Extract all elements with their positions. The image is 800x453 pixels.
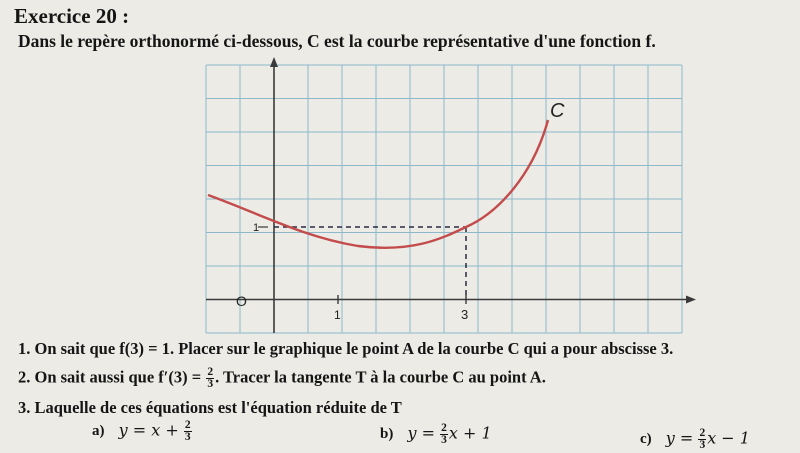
dashed-guides <box>274 227 466 300</box>
curve-label: C <box>550 100 565 122</box>
function-graph <box>198 55 704 335</box>
option-a-fraction: $\frac{2}{3}$ <box>184 419 191 443</box>
exercise-title: Exercice 20 : <box>14 4 130 28</box>
option-b: b) y = $\frac{2}{3}$ x + 1 <box>380 422 492 446</box>
question-3: 3. Laquelle de ces équations est l'équation réduite de T <box>18 398 402 417</box>
question-1: 1. On sait que f(3) = 1. Placer sur le graphique le point A de la courbe C qui a pour abscisse 3. <box>18 339 674 358</box>
question-2 <box>18 367 546 390</box>
option-c-fraction: $\frac{2}{3}$ <box>699 427 706 451</box>
x-axis <box>206 296 696 304</box>
x-tick-label-3: 3 <box>461 307 469 322</box>
grid <box>206 65 682 333</box>
exercise-intro: Dans le repère orthonormé ci-dessous, C est la courbe représentative d'une fonction f. <box>18 31 656 51</box>
option-c: c) y = $\frac{2}{3}$ x − 1 <box>640 427 750 451</box>
question-2-fraction: $\frac{2}{3}$ <box>207 366 214 390</box>
option-a: a) y = x + $\frac{2}{3}$ <box>92 419 191 443</box>
y-tick-label-1: 1 <box>253 222 260 234</box>
option-b-fraction: $\frac{2}{3}$ <box>441 422 447 446</box>
origin-label: O <box>236 293 247 309</box>
question-2-text: 2. On sait aussi que f′(3) = <box>18 367 202 387</box>
question-2-rest: . Tracer la tangente T à la courbe C au point A. <box>215 367 546 387</box>
x-tick-label-1: 1 <box>334 308 341 322</box>
